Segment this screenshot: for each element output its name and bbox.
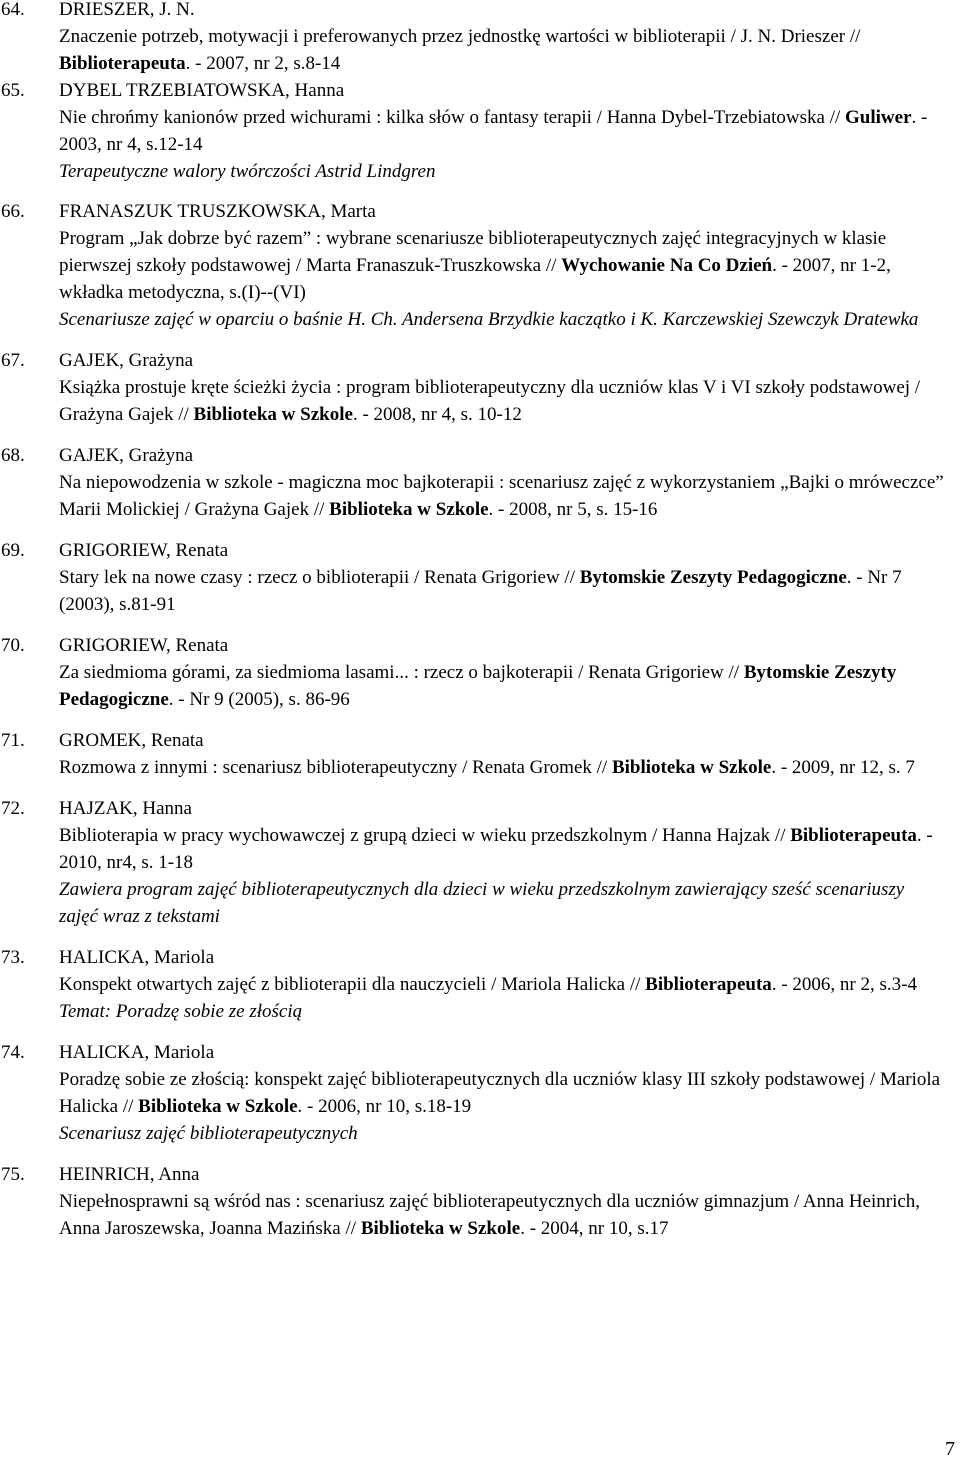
bibliography-entry [0, 1161, 945, 1242]
bibliography-entry [0, 0, 945, 77]
description-text: . - 2006, nr 2, s.3-4 [771, 974, 917, 995]
entry-number: 70. [1, 635, 25, 656]
entry-annotation: Scenariusze zajęć w oparciu o baśnie H. Ch. Andersena Brzydkie kaczątko i K. Karczewskiej Szewczyk Dratewka [59, 309, 919, 330]
journal-title: Biblioterapeuta [645, 974, 772, 995]
entry-description [59, 1066, 945, 1120]
journal-title: Bytomskie Zeszyty Pedagogiczne [579, 567, 847, 588]
description-text: Poradzę sobie ze złością: konspekt zajęć biblioterapeutycznych dla uczniów klasy III szkoły podstawowej / Mariola Halicka // [59, 1069, 941, 1117]
description-text: Za siedmioma górami, za siedmioma lasami... : rzecz o bajkoterapii / Renata Grigoriew // [59, 662, 744, 683]
entry-annotation: Scenariusz zajęć biblioterapeutycznych [59, 1123, 358, 1144]
entry-number: 73. [1, 947, 25, 968]
journal-title: Bytomskie Zeszyty Pedagogiczne [59, 662, 897, 710]
entry-author: FRANASZUK TRUSZKOWSKA, Marta [59, 201, 376, 222]
bibliography-entry [0, 442, 945, 523]
description-text: Program „Jak dobrze być razem” : wybrane scenariusze biblioterapeutycznych zajęć integracyjnych w klasie pierwszej szkoły podstawowej / Marta Franaszuk-Truszkowska // [59, 228, 887, 276]
journal-title: Biblioteka w Szkole [360, 1218, 521, 1239]
entry-author: HALICKA, Mariola [59, 1042, 215, 1063]
entry-author: GRIGORIEW, Renata [59, 635, 229, 656]
entry-number: 75. [1, 1164, 25, 1185]
description-text: Stary lek na nowe czasy : rzecz o biblioterapii / Renata Grigoriew // [59, 567, 580, 588]
entry-description [59, 374, 945, 428]
entry-number: 72. [1, 798, 25, 819]
description-text: Znaczenie potrzeb, motywacji i preferowanych przez jednostkę wartości w biblioterapii / J. N. Drieszer // [59, 26, 861, 47]
entry-description [59, 1188, 945, 1242]
entry-description [59, 971, 945, 998]
bibliography-entry [0, 347, 945, 428]
entry-author: DYBEL TRZEBIATOWSKA, Hanna [59, 80, 345, 101]
entry-description [59, 754, 945, 781]
entry-author: HEINRICH, Anna [59, 1164, 200, 1185]
description-text: . - Nr 7 (2003), s.81-91 [59, 567, 902, 615]
description-text: Konspekt otwartych zajęć z biblioterapii dla nauczycieli / Mariola Halicka // [59, 974, 646, 995]
entry-description [59, 469, 945, 523]
entry-number: 74. [1, 1042, 25, 1063]
bibliography-entry [0, 537, 945, 618]
entry-author: HALICKA, Mariola [59, 947, 215, 968]
entry-number: 64. [1, 0, 25, 20]
description-text: . - 2010, nr4, s. 1-18 [59, 825, 933, 873]
entry-description [59, 104, 945, 158]
bibliography-entry [0, 944, 945, 1025]
description-text: . - 2003, nr 4, s.12-14 [59, 107, 928, 155]
description-text: Biblioterapia w pracy wychowawczej z grupą dzieci w wieku przedszkolnym / Hanna Hajzak // [59, 825, 791, 846]
entry-annotation: Zawiera program zajęć biblioterapeutycznych dla dzieci w wieku przedszkolnym zawierający sześć scenariuszy zajęć wraz z tekstami [59, 879, 905, 927]
entry-description [59, 225, 945, 306]
entry-number: 67. [1, 350, 25, 371]
entry-description [59, 822, 945, 876]
journal-title: Biblioteka w Szkole [138, 1096, 298, 1117]
description-text: . - 2004, nr 10, s.17 [520, 1218, 669, 1239]
description-text: . - Nr 9 (2005), s. 86-96 [168, 689, 350, 710]
description-text: Rozmowa z innymi : scenariusz biblioterapeutyczny / Renata Gromek // [59, 757, 612, 778]
entry-description [59, 659, 945, 713]
description-text: Książka prostuje kręte ścieżki życia : program biblioterapeutyczny dla uczniów klas V i VI szkoły podstawowej / Grażyna Gajek // [59, 377, 921, 425]
journal-title: Biblioteka w Szkole [611, 757, 772, 778]
bibliography-entry [0, 198, 945, 333]
bibliography-entry [0, 727, 945, 781]
description-text: . - 2008, nr 5, s. 15-16 [488, 499, 658, 520]
entry-number: 69. [1, 540, 25, 561]
bibliography-entry [0, 795, 945, 930]
description-text: . - 2009, nr 12, s. 7 [771, 757, 915, 778]
entry-annotation: Temat: Poradzę sobie ze złością [59, 1001, 303, 1022]
description-text: Nie chrońmy kanionów przed wichurami : kilka słów o fantasy terapii / Hanna Dybel-Trzebiatowska // [59, 107, 846, 128]
entry-description [59, 564, 945, 618]
entry-description [59, 23, 945, 77]
journal-title: Biblioteka w Szkole [329, 499, 489, 520]
journal-title: Biblioterapeuta [790, 825, 917, 846]
journal-title: Biblioterapeuta [59, 53, 186, 74]
description-text: Niepełnosprawni są wśród nas : scenariusz zajęć biblioterapeutycznych dla uczniów gimnazjum / Anna Heinrich, Anna Jaroszewska, Joanna Mazińska // [59, 1191, 921, 1239]
journal-title: Wychowanie Na Co Dzień [561, 255, 773, 276]
entry-number: 66. [1, 201, 25, 222]
entry-annotation: Terapeutyczne walory twórczości Astrid Lindgren [59, 161, 436, 182]
entry-author: DRIESZER, J. N. [59, 0, 195, 20]
entry-author: HAJZAK, Hanna [59, 798, 192, 819]
description-text: . - 2008, nr 4, s. 10-12 [352, 404, 522, 425]
description-text: Na niepowodzenia w szkole - magiczna moc bajkoterapii : scenariusz zajęć z wykorzystaniem „Bajki o mróweczce” Marii Molickiej / Grażyna Gajek // [59, 472, 944, 520]
entry-number: 68. [1, 445, 25, 466]
entry-author: GAJEK, Grażyna [59, 445, 194, 466]
bibliography-entry [0, 632, 945, 713]
bibliography-entry [0, 1039, 945, 1147]
page-number: 7 [945, 1438, 955, 1460]
entry-number: 71. [1, 730, 25, 751]
entry-author: GAJEK, Grażyna [59, 350, 194, 371]
bibliography-entry [0, 77, 945, 185]
description-text: . - 2007, nr 1-2, wkładka metodyczna, s.(I)--(VI) [59, 255, 891, 303]
entry-author: GRIGORIEW, Renata [59, 540, 229, 561]
entry-author: GROMEK, Renata [59, 730, 204, 751]
entry-number: 65. [1, 80, 25, 101]
description-text: . - 2007, nr 2, s.8-14 [185, 53, 341, 74]
journal-title: Biblioteka w Szkole [193, 404, 353, 425]
description-text: . - 2006, nr 10, s.18-19 [297, 1096, 472, 1117]
journal-title: Guliwer [845, 107, 912, 128]
